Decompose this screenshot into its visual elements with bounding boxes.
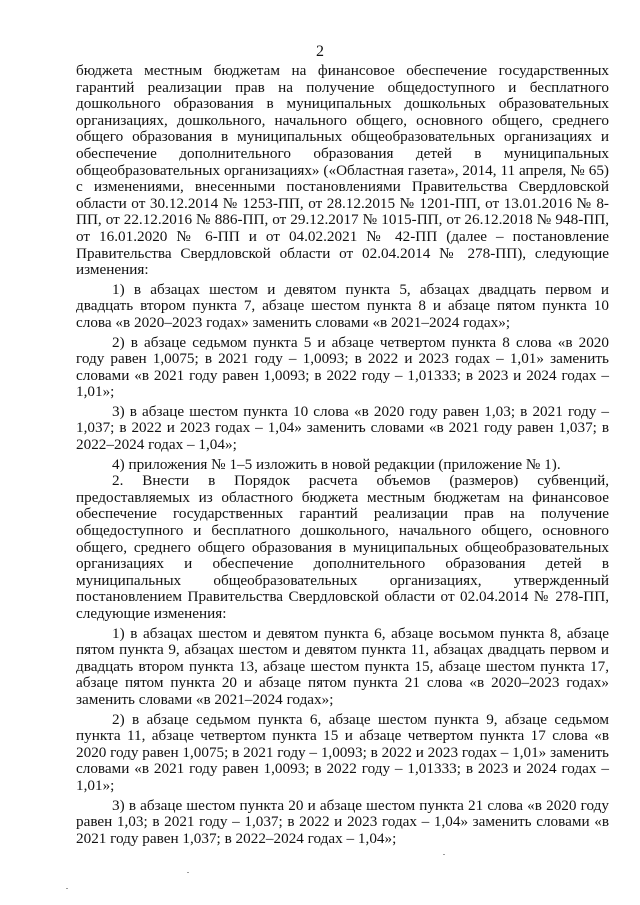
paragraph-item-1-4: 4) приложения № 1–5 изложить в новой редакции (приложение № 1). xyxy=(112,455,561,473)
paragraph-item-2-3: 3) в абзаце шестом пункта 20 и абзаце шестом пункта 21 слова «в 2020 году равен 1,03; в 2021 году – 1,037; в 2022 и 2023 годах – 1,04» заменить словами «в 2021 году равен 1,037; в 2022–2024 годах – 1,04»; xyxy=(76,796,609,847)
paragraph-section-2: 2. Внести в Порядок расчета объемов (размеров) субвенций, предоставляемых из областного бюджета местным бюджетам на финансовое обеспечение государственных гарантий реализации прав на получение общедоступного и бесплатного дошкольного, начального общего, основного общего, среднего общего образования в муниципальных общеобразовательных организациях и обеспечение дополнительного образования детей в муниципальных общеобразовательных организациях, утвержденный постановлением Правительства Свердловской области от 02.04.2014 № 278-ПП, следующие изменения: xyxy=(76,472,609,622)
document-body xyxy=(76,63,609,847)
paragraph-continuation: бюджета местным бюджетам на финансовое обеспечение государственных гарантий реализации прав на получение общедоступного и бесплатного дошкольного образования в муниципальных дошкольных образовательных организациях, дошкольного, начального общего, основного общего, среднего общего образования в муниципальных общеобразовательных организациях и обеспечение дополнительного образования детей в муниципальных общеобразовательных организациях» («Областная газета», 2014, 11 апреля, № 65) с изменениями, внесенными постановлениями Правительства Свердловской области от 30.12.2014 № 1253-ПП, от 28.12.2015 № 1201-ПП, от 13.01.2016 № 8-ПП, от 22.12.2016 № 886-ПП, от 29.12.2017 № 1015-ПП, от 26.12.2018 № 948-ПП, от 16.01.2020 № 6-ПП и от 04.02.2021 № 42-ПП (далее – постановление Правительства Свердловской области от 02.04.2014 № 278-ПП), следующие изменения: xyxy=(76,62,609,279)
scan-speck xyxy=(66,888,68,889)
paragraph-item-1-3: 3) в абзаце шестом пункта 10 слова «в 2020 году равен 1,03; в 2021 году – 1,037; в 2022 и 2023 годах – 1,04» заменить словами «в 2021 году равен 1,037; в 2022–2024 годах – 1,04»; xyxy=(76,402,609,454)
page-number: 2 xyxy=(316,43,324,60)
scan-speck xyxy=(187,872,189,873)
paragraph-item-1-2: 2) в абзаце седьмом пункта 5 и абзаце четвертом пункта 8 слова «в 2020 году равен 1,0075; в 2021 году – 1,0093; в 2022 и 2023 годах – 1,01» заменить словами «в 2021 году равен 1,0093; в 2022 году – 1,01333; в 2023 и 2024 годах – 1,01»; xyxy=(76,333,609,401)
paragraph-item-1-1: 1) в абзацах шестом и девятом пункта 5, абзацах двадцать первом и двадцать втором пункта 7, абзаце шестом пункта 8 и абзаце пятом пункта 10 слова «в 2020–2023 годах» заменить словами «в 2021–2024 годах»; xyxy=(76,280,609,331)
paragraph-item-2-1: 1) в абзацах шестом и девятом пункта 6, абзаце восьмом пункта 8, абзаце пятом пункта 9, абзацах шестом и девятом пункта 11, абзацах двадцать первом и двадцать втором пункта 13, абзаце шестом пункта 15, абзаце шестом пункта 17, абзаце пятом пункта 20 и абзаце пятом пункта 21 слова «в 2020–2023 годах» заменить словами «в 2021–2024 годах»; xyxy=(76,624,609,708)
scan-speck xyxy=(443,854,445,855)
paragraph-item-2-2: 2) в абзаце седьмом пункта 6, абзаце шестом пункта 9, абзаце седьмом пункта 11, абзаце четвертом пункта 15 и абзаце четвертом пункта 17 слова «в 2020 году равен 1,0075; в 2021 году – 1,0093; в 2022 и 2023 годах – 1,01» заменить словами «в 2021 году равен 1,0093; в 2022 году – 1,01333; в 2023 и 2024 годах – 1,01»; xyxy=(76,710,609,794)
